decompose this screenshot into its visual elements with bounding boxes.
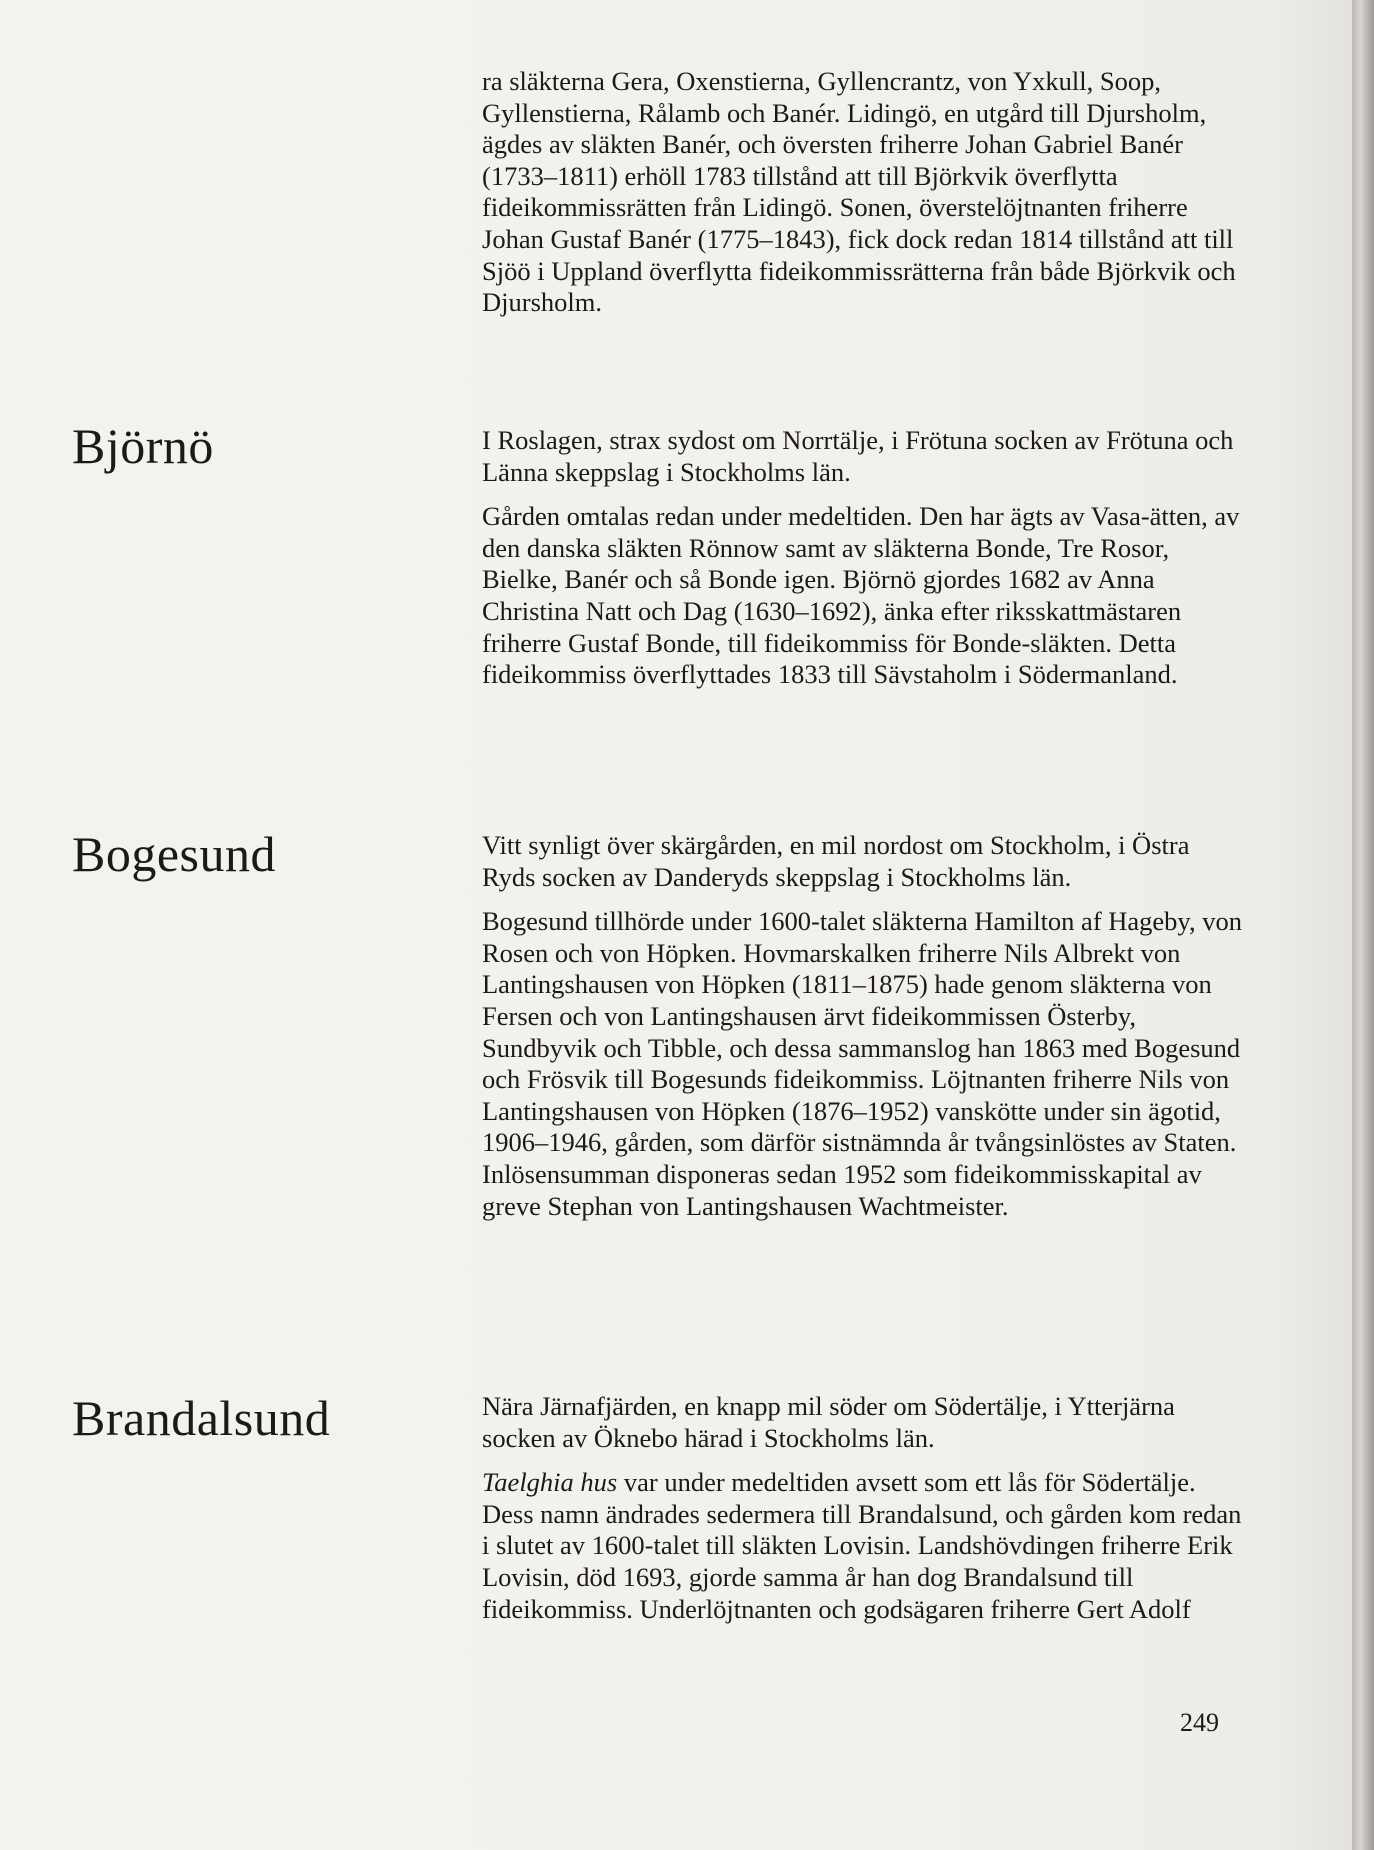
section-text-bjorno bbox=[482, 425, 1242, 691]
section-paragraph: Nära Järnafjärden, en knapp mil söder om Södertälje, i Ytterjärna socken av Öknebo härad i Stockholms län. bbox=[482, 1391, 1175, 1453]
italic-lead-text: Taelghia hus bbox=[482, 1467, 618, 1498]
section-paragraph: Bogesund tillhörde under 1600-talet släkterna Hamilton af Hageby, von Rosen och von Höpken. Hovmarskalken friherre Nils Albrekt von Lantingshausen von Höpken (1811–1875) hade genom släkterna von Fersen och von Lantingshausen ärvt fideikommissen Österby, Sundbyvik och Tibble, och dessa sammanslog han 1863 med Bogesund och Frösvik till Bogesunds fideikommiss. Löjtnanten friherre Nils von Lantingshausen von Höpken (1876–1952) vanskötte under sin ägotid, 1906–1946, gården, som därför sistnämnda år tvångsinlöstes av Staten. Inlösensumman disponeras sedan 1952 som fideikommisskapital av greve Stephan von Lantingshausen Wachtmeister. bbox=[482, 906, 1242, 1221]
section-paragraph: I Roslagen, strax sydost om Norrtälje, i Frötuna socken av Frötuna och Länna skeppslag i Stockholms län. bbox=[482, 425, 1234, 487]
section-heading-brandalsund: Brandalsund bbox=[72, 1390, 331, 1446]
page-number: 249 bbox=[1180, 1708, 1219, 1737]
intro-text-block bbox=[482, 66, 1242, 319]
intro-paragraph: ra släkterna Gera, Oxenstierna, Gyllencrantz, von Yxkull, Soop, Gyllenstierna, Rålamb och Banér. Lidingö, en utgård till Djursholm, ägdes av släkten Banér, och översten friherre Johan Gabriel Banér (1733–1811) erhöll 1783 tillstånd att till Björkvik överflytta fideikommissrätten från Lidingö. Sonen, överstelöjtnanten friherre Johan Gustaf Banér (1775–1843), fick dock redan 1814 tillstånd att till Sjöö i Uppland överflytta fideikommissrätterna från både Björkvik och Djursholm. bbox=[482, 66, 1236, 318]
section-paragraph: Gården omtalas redan under medeltiden. Den har ägts av Vasa-ätten, av den danska släkten Rönnow samt av släkterna Bonde, Tre Rosor, Bielke, Banér och så Bonde igen. Björnö gjordes 1682 av Anna Christina Natt och Dag (1630–1692), änka efter riksskattmästaren friherre Gustaf Bonde, till fideikommiss för Bonde-släkten. Detta fideikommiss överflyttades 1833 till Sävstaholm i Södermanland. bbox=[482, 501, 1240, 690]
section-heading-bogesund: Bogesund bbox=[72, 826, 276, 882]
section-text-bogesund bbox=[482, 830, 1242, 1222]
section-text-brandalsund bbox=[482, 1391, 1242, 1625]
page-edge-shadow bbox=[1352, 0, 1374, 1850]
section-heading-bjorno: Björnö bbox=[72, 418, 214, 474]
lead-rest-text: var under medeltiden avsett som ett lås för Södertälje. Dess namn ändrades sedermera till Brandalsund, och gården kom redan i slutet av 1600-talet till släkten Lovisin. Landshövdingen friherre Erik Lovisin, död 1693, gjorde samma år han dog Brandalsund till fideikommiss. Underlöjtnanten och godsägaren friherre Gert Adolf bbox=[482, 1467, 1242, 1624]
section-paragraph: Vitt synligt över skärgården, en mil nordost om Stockholm, i Östra Ryds socken av Danderyds skeppslag i Stockholms län. bbox=[482, 830, 1190, 892]
section-paragraph-with-italic-lead bbox=[482, 1467, 1242, 1625]
